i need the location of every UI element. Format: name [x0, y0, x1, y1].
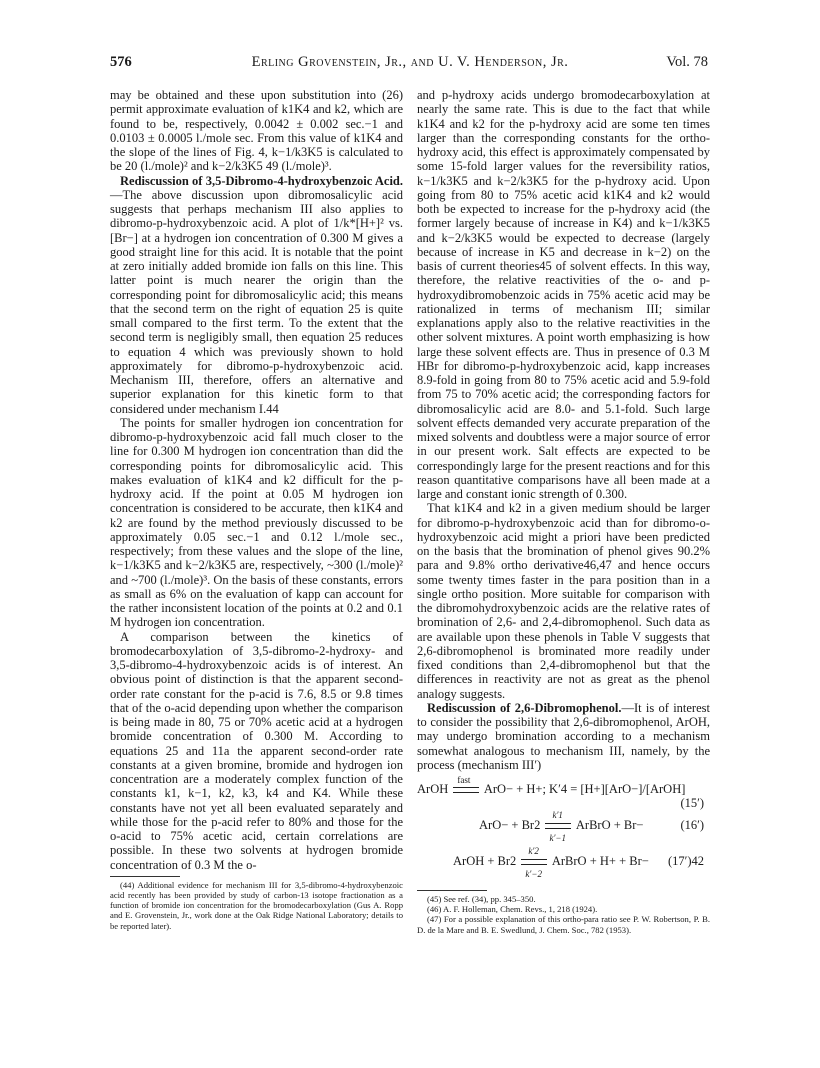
section-heading: Rediscussion of 2,6-Dibromophenol. [427, 700, 622, 715]
equation-number: (17′)42 [667, 854, 704, 868]
section-heading: Rediscussion of 3,5-Dibromo-4-hydroxybenzoic Acid. [120, 173, 403, 188]
equation-17: ArOH + Br2 k′2 k′−2 ArBrO + H+ + Br− (17′)42 [453, 846, 704, 880]
page-number: 576 [110, 54, 132, 70]
paragraph: Rediscussion of 2,6-Dibromophenol.—It is of interest to consider the possibility that 2,6-dibromophenol, ArOH, may undergo bromination according to a mechanism somewhat analogous to mechanism III, namely, by the process (mechanism III′) [417, 700, 710, 772]
footnote-rule [110, 876, 180, 877]
footnote-46: (46) A. F. Holleman, Chem. Revs., 1, 218 (1924). [427, 904, 598, 915]
footnote-47: (47) For a possible explanation of this ortho-para ratio see P. W. Robertson, P. B. D. de la Mare and B. E. Swedlund, J. Chem. Soc., 782 (1953). [417, 914, 710, 935]
footnote-rule [417, 890, 487, 891]
equilibrium-arrow-icon: k′1 k′−1 [543, 820, 573, 832]
equation-16: ArO− + Br2 k′1 k′−1 ArBrO + Br− (16′) [479, 810, 704, 844]
right-column [417, 88, 710, 935]
volume-label: Vol. 78 [666, 54, 708, 70]
footnote-45: (45) See ref. (34), pp. 345–350. [427, 894, 536, 904]
equation-15: ArOH fast ArO− + H+; K′4 = [H+][ArO−]/[ArOH] (15′) [417, 775, 704, 810]
running-head: Erling Grovenstein, Jr., and U. V. Henderson, Jr. [251, 54, 569, 70]
paragraph: may be obtained and these upon substitution into (26) permit approximate evaluation of k1K4 and k2, which are found to be, respectively, 0.0042 ± 0.002 sec.−1 and 0.0103 ± 0.0005 l./mole sec. From this value of k1K4 and the slope of the lines of Fig. 4, k−1/k3K5 is calculated to be 20 (l./mole)² and k−2/k3K5 49 (l./mole)³. [110, 88, 403, 174]
left-column [110, 88, 403, 931]
paragraph: and p-hydroxy acids undergo bromodecarboxylation at nearly the same rate. This is due to the fact that while k1K4 and k2 for the p-hydroxy acid are some ten times larger than the corresponding constants for the ortho-hydroxy acid, this effect is approximately compensated by some 15-fold larger values for the reversibility ratios, k−1/k3K5 and k−2/k3K5 for the p-hydroxy acid. Upon going from 80 to 75% acetic acid k1K4 and k2 would both be expected to increase for the p-hydroxy acid (the former largely because of increase in K4) and k−1/k3K5 and k−2/k3K5 would be expected to decrease (largely because of increase in K5 and decrease in k−2) on the basis of current theories45 of solvent effects. In this way, therefore, the relative reactivities of the o- and p-hydroxydibromobenzoic acids in 75% acetic acid may be rationalized in terms of mechanism III; similar explanations apply also to the relative reactivities in the other solvent mixtures. A point worth emphasizing is how large these solvent effects are. Thus in presence of 0.3 M HBr for dibromo-p-hydroxybenzoic acid, kapp increases 8.9-fold in going from 80 to 75% acetic acid and 5.9-fold from 75 to 70% acetic acid; the corresponding factors for dibromosalicylic acid are 8.0- and 5.1-fold. Such large solvent effects demanded very accurate preparation of the mixed solvents and doubtless were a major source of error in our present work. Salt effects are expected to be correspondingly large for the present reactions and for this reason quantitative comparisons have all been made at a large and constant ionic strength of 0.300. [417, 88, 710, 501]
page-header [0, 54, 820, 74]
paragraph: A comparison between the kinetics of bromodecarboxylation of 3,5-dibromo-2-hydroxy- and 3,5-dibromo-4-hydroxybenzoic acids is of interest. An obvious point of distinction is that the apparent second-order rate constant for the p-acid is 7.6, 8.5 or 9.8 times that of the o-acid depending upon whether the comparison is being made in 80, 75 or 70% acetic acid at a hydrogen bromide concentration of 0.300 M. According to equations 25 and 11a the apparent second-order rate constants at a given bromine, bromide and hydrogen ion concentration are a moderately complex function of the constants k1, k−1, k2, k3, k4 and K4. While these constants have not yet all been evaluated separately and while those for the p-acid refer to 80% and those for the o-acid to 75% acetic acid, certain correlations are possible. In these two solvents at hydrogen bromide concentration of 0.3 M the o- [110, 629, 403, 872]
equilibrium-arrow-icon: k′2 k′−2 [519, 856, 549, 868]
equilibrium-arrow-icon: fast [451, 784, 481, 796]
equation-number: (16′) [680, 818, 704, 832]
paragraph: Rediscussion of 3,5-Dibromo-4-hydroxybenzoic Acid.—The above discussion upon dibromosalicylic acid suggests that perhaps mechanism III also applies to dibromo-p-hydroxybenzoic acid. A plot of 1/k*[H+]² vs. [Br−] at a hydrogen ion concentration of 0.300 M gives a good straight line for this acid. It is notable that the point at zero initially added bromide ion falls on this line. This latter point is much nearer the origin than the corresponding point for dibromosalicylic acid; this means that the second term on the right of equation 25 is quite small compared to the first term. To the extent that the second term is negligibly small, then equation 25 reduces to equation 4 which was previously shown to hold approximately for dibromo-p-hydroxybenzoic acid. Mechanism III, therefore, offers an alternative and superior explanation for this kinetic form to that considered under mechanism I.44 [110, 173, 403, 416]
paragraph: The points for smaller hydrogen ion concentration for dibromo-p-hydroxybenzoic acid fall much closer to the line for 0.300 M hydrogen ion concentration than did the corresponding points for dibromosalicylic acid. This makes evaluation of k1K4 and k2 difficult for the p-hydroxy acid. If the point at 0.05 M hydrogen ion concentration is considered to be accurate, then k1K4 and k2 are found by the method previously discussed to be approximately 0.05 sec.−1 and 0.12 l./mole sec., respectively; from these values and the slope of the line, k−1/k3K5 and k−2/k3K5 are, respectively, ~300 (l./mole)² and ~700 (l./mole)³. On the basis of these constants, errors as small as 6% on the evaluation of kapp can account for the rather inconsistent location of the points at 0.2 and 0.1 M hydrogen ion concentration. [110, 415, 403, 630]
equation-number: (15′) [680, 796, 704, 810]
footnote-44: (44) Additional evidence for mechanism III for 3,5-dibromo-4-hydroxybenzoic acid recently has been provided by study of carbon-13 isotope fractionation as a function of bromide ion concentration for the bromodecarboxylation (Gus A. Ropp and E. Grovenstein, Jr., work done at the Oak Ridge National Laboratory; details to be reported later). [110, 879, 403, 931]
paragraph: That k1K4 and k2 in a given medium should be larger for dibromo-p-hydroxybenzoic acid than for dibromo-o-hydroxybenzoic acid might a priori have been predicted on the basis that the bromination of phenol gives 90.2% para and 9.8% ortho derivative46,47 and hence occurs some twenty times faster in the para position than in a single ortho position. More suitable for comparison with the dibromohydroxybenzoic acids are the relative rates of bromination of 2,6- and 2,4-dibromophenol. Such data as are available upon these phenols in Table V suggests that 2,6-dibromophenol is brominated more readily under fixed conditions than 2,4-dibromophenol but that the differences in reactivity are not as great as the phenol analogy suggests. [417, 501, 710, 701]
